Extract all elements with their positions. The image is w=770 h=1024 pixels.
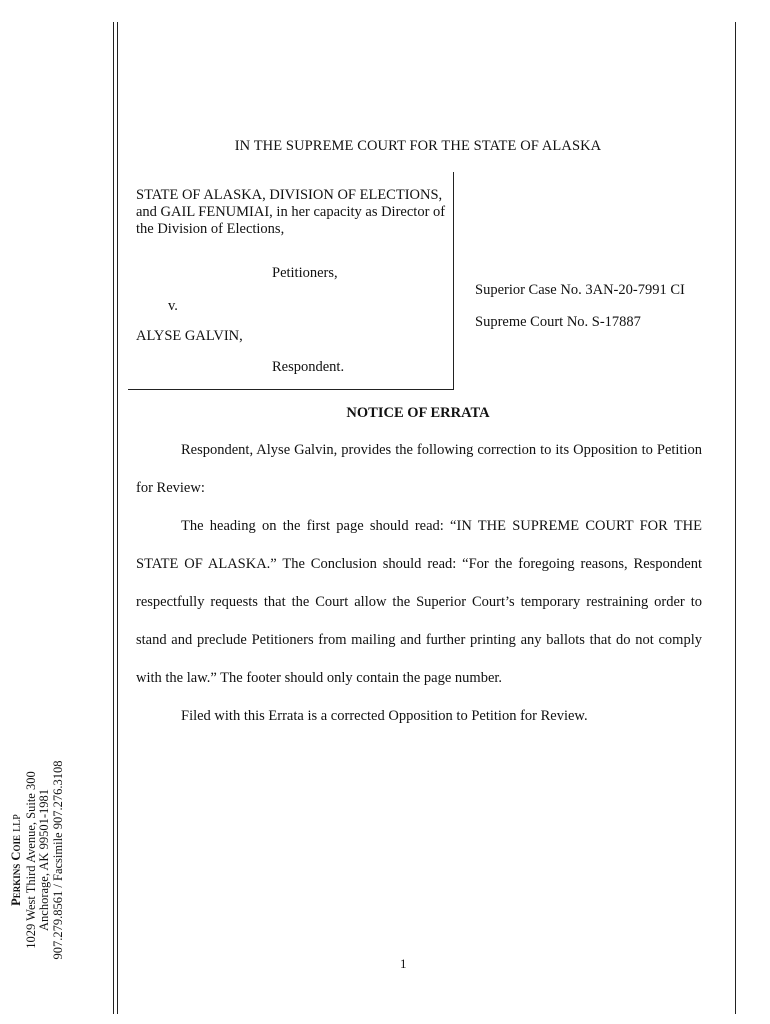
margin-rule-right	[735, 22, 736, 1014]
body-text	[136, 431, 702, 735]
caption-box	[128, 172, 454, 390]
firm-name: Perkins Coie	[9, 835, 23, 906]
versus-label: v.	[168, 298, 178, 314]
margin-rule-left-outer	[113, 22, 114, 1014]
petitioner-parties: STATE OF ALASKA, DIVISION OF ELECTIONS, and GAIL FENUMIAI, in her capacity as Director of the Division of Elections,	[136, 187, 446, 237]
petitioner-role: Petitioners,	[272, 265, 338, 281]
notice-title: NOTICE OF ERRATA	[346, 405, 490, 421]
superior-case-number: Superior Case No. 3AN-20-7991 CI	[475, 282, 685, 298]
firm-suffix: LLP	[12, 814, 23, 832]
supreme-court-number: Supreme Court No. S-17887	[475, 314, 641, 330]
firm-address-block	[10, 740, 65, 980]
page-number: 1	[400, 956, 407, 971]
paragraph-intro: Respondent, Alyse Galvin, provides the following correction to its Opposition to Petition for Review:	[136, 442, 702, 496]
respondent-role: Respondent.	[272, 359, 345, 375]
paragraph-correction: The heading on the first page should read: “IN THE SUPREME COURT FOR THE STATE OF ALASKA.” The Conclusion should read: “For the foregoing reasons, Respondent respectfully requests that the Court allow the Superior Court’s temporary restraining order to stand and preclude Petitioners from mailing and further printing any ballots that do not comply with the law.” The footer should only contain the page number.	[136, 518, 702, 686]
firm-phone-line: 907.279.8561 / Facsimile 907.276.3108	[50, 760, 65, 960]
firm-name-line	[10, 740, 25, 980]
firm-address-line1: 1029 West Third Avenue, Suite 300	[23, 771, 38, 949]
court-title: IN THE SUPREME COURT FOR THE STATE OF ALASKA	[234, 138, 602, 154]
respondent-name: ALYSE GALVIN,	[136, 328, 243, 344]
margin-rule-left-inner	[117, 22, 118, 1014]
paragraph-filed: Filed with this Errata is a corrected Opposition to Petition for Review.	[181, 708, 588, 724]
firm-address-line2: Anchorage, AK 99501-1981	[37, 789, 51, 931]
